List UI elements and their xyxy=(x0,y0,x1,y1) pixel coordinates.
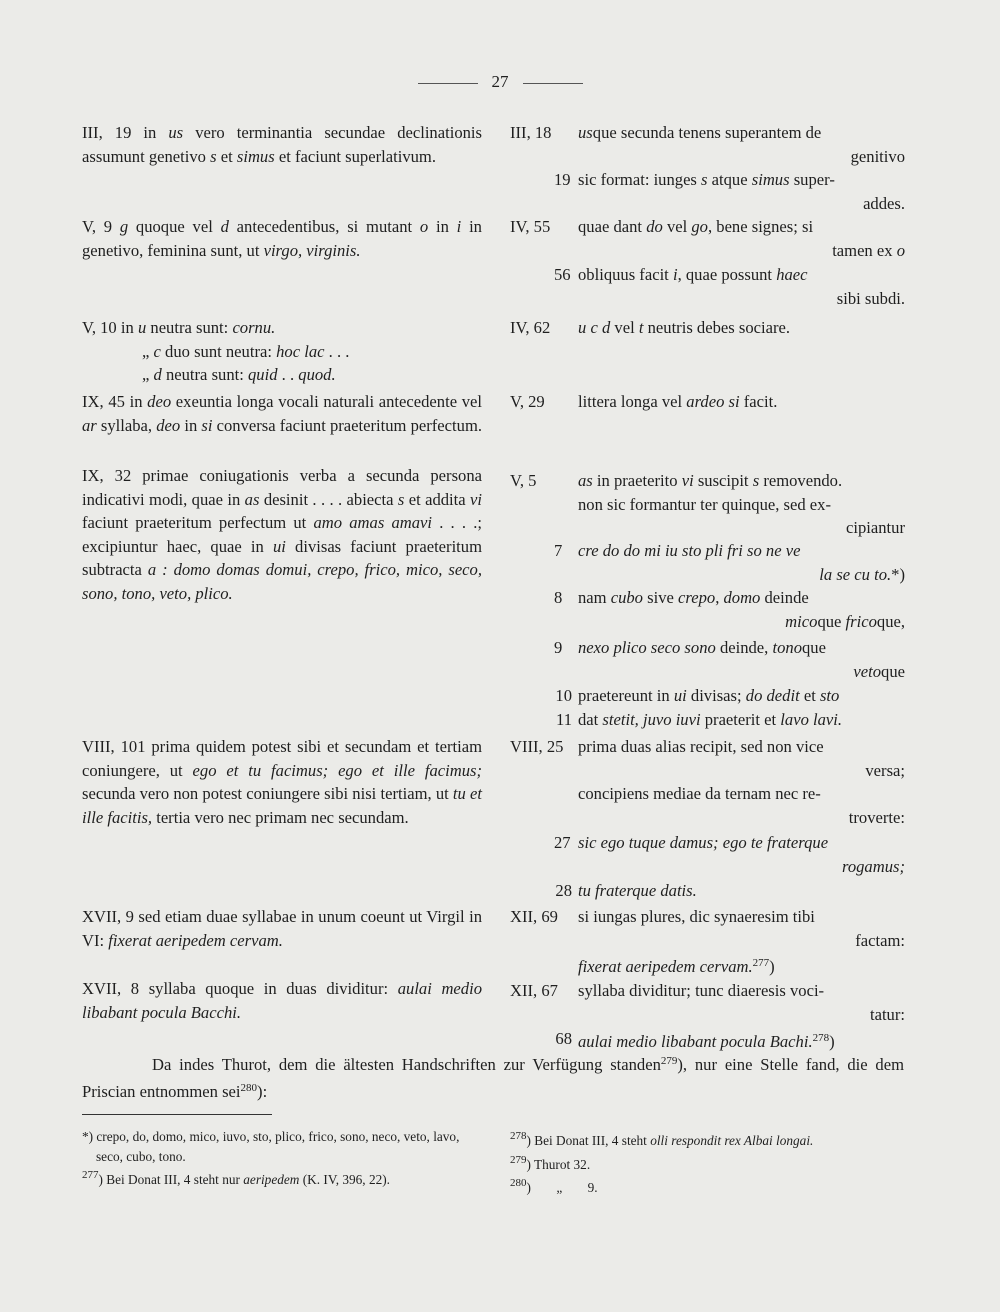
body-paragraph: Da indes Thurot, dem die ältesten Handschriften zur Verfügung standen$^{279}$), nur eine Stelle fand, die dem Priscian entnommen sei$^{280}$): xyxy=(82,1055,904,1101)
right-entry-10: 10 praetereunt in ui divisas; do dedit et sto xyxy=(555,686,840,705)
right-entry-v-5: V, 5 as in praeterito vi suscipit s removendo. non sic formantur ter quinque, sed ex- cipiantur xyxy=(510,471,905,538)
right-entry-v-29: V, 29 littera longa vel ardeo si facit. xyxy=(510,392,778,411)
footnote-278: $^{278}$) Bei Donat III, 4 steht olli respondit rex Albai longai. xyxy=(510,1130,814,1148)
right-entry-9: 9 nexo plico seco sono deinde, tonoque vetoque xyxy=(554,638,905,681)
right-entry-28: 28 tu fraterque datis. xyxy=(555,881,697,900)
page-number: 27 xyxy=(0,72,1000,92)
left-entry-xvii-9: XVII, 9 sed etiam duae syllabae in unum coeunt ut Virgil in VI: fixerat aeripedem cervam. xyxy=(82,907,482,950)
footnotes-left xyxy=(82,1127,482,1190)
right-entry-56: 56 obliquus facit i, quae possunt haec sibi subdi. xyxy=(554,265,905,308)
right-entry-19: 19 sic format: iunges s atque simus super- addes. xyxy=(554,170,905,213)
left-entry-ix-32: IX, 32 primae coniugationis verba a secunda persona indicativi modi, quae in as desinit . . . . abiecta s et addita vi faciunt praeteritum perfectum ut amo amas amavi . . . .; excipiuntur haec, quae in ui divisas faciunt praeteritum subtracta a : domo domas domui, crepo, frico, mico, seco, sono, tono, veto, plico. xyxy=(82,466,482,603)
right-entry-xii-67: XII, 67 syllaba dividitur; tunc diaeresis voci- tatur: xyxy=(510,981,905,1024)
left-entry-viii-101: VIII, 101 prima quidem potest sibi et secundam et tertiam coniungere, ut ego et tu facimus; ego et ille facimus; secunda vero non potest coniungere sibi nisi tertiam, ut tu et ille facitis, tertia vero nec primam nec secundam. xyxy=(82,737,482,827)
right-entry-iv-55: IV, 55 quae dant do vel go, bene signes; si tamen ex o xyxy=(510,217,905,260)
right-entry-11: 11 dat stetit, juvo iuvi praeterit et lavo lavi. xyxy=(556,710,843,729)
right-entry-iii-18: III, 18 usque secunda tenens superantem de genitivo xyxy=(510,123,905,166)
right-entry-27: 27 sic ego tuque damus; ego te fraterque rogamus; xyxy=(554,833,905,876)
right-entry-8: 8 nam cubo sive crepo, domo deinde micoque fricoque, xyxy=(554,588,905,631)
left-entry-v-9: V, 9 g quoque vel d antecedentibus, si mutant o in i in genetivo, feminina sunt, ut virgo, virginis. xyxy=(82,217,482,260)
left-entry-v-10: V, 10 in u neutra sunt: cornu. „ c duo sunt neutra: hoc lac . . . „ d neutra sunt: quid . . quod. xyxy=(82,318,350,385)
footnotes-right xyxy=(510,1127,930,1198)
left-entry-ix-45: IX, 45 in deo exeuntia longa vocali naturali antecedente vel ar syllaba, deo in si conversa faciunt praeteritum perfectum. xyxy=(82,392,483,435)
footnote-277: $^{277}$) Bei Donat III, 4 steht nur aeripedem (K. IV, 396, 22). xyxy=(82,1169,391,1187)
right-entry-iv-62: IV, 62 u c d vel t neutris debes sociare. xyxy=(510,318,790,337)
right-entry-68: 68 aulai medio libabant pocula Bachi.$^{278}$) xyxy=(555,1029,835,1051)
footnote-star: *) crepo, do, domo, mico, iuvo, sto, plico, frico, sono, neco, veto, lavo, seco, cubo, tono. xyxy=(82,1129,460,1164)
footnote-rule xyxy=(82,1114,272,1115)
right-entry-xii-69: XII, 69 si iungas plures, dic synaeresim tibi factam: fixerat aeripedem cervam.$^{277}$) xyxy=(510,907,905,977)
footnote-280: $^{280}$) „ 9. xyxy=(510,1177,598,1195)
footnote-279: $^{279}$) Thurot 32. xyxy=(510,1153,591,1172)
left-entry-xvii-8: XVII, 8 syllaba quoque in duas dividitur: aulai medio libabant pocula Bacchi. xyxy=(82,979,482,1022)
left-entry-iii-19: III, 19 in us vero terminantia secundae declinationis assumunt genetivo s et simus et faciunt superlativum. xyxy=(82,123,482,166)
right-entry-viii-25: VIII, 25 prima duas alias recipit, sed non vice versa; concipiens mediae da ternam nec re- troverte: xyxy=(510,737,905,827)
right-entry-7: 7 cre do do mi iu sto pli fri so ne ve la se cu to.*) xyxy=(554,541,905,584)
